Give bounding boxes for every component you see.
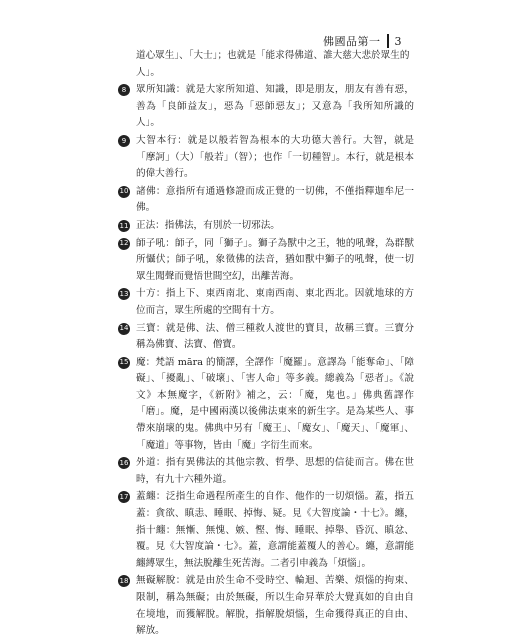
note-text: 三寶：就是佛、法、僧三種救人渡世的寶貝，故稱三寶。三寶分稱為佛寶、法寶、僧寶。 (136, 322, 414, 351)
note-number-badge: 15 (118, 357, 130, 369)
page-number: 3 (394, 34, 402, 48)
note-entry (118, 184, 414, 217)
note-text: 無礙解脫：就是由於生命不受時空、輪迴、苦樂、煩惱的拘束、限制，稱為無礙；由於無礙，所以生命昇華於大覺真如的自由自在境地，而獲解脫。解脫，指解脫煩惱，生命獲得真正的自由、解放。 (136, 575, 414, 637)
header-divider (387, 34, 389, 48)
note-text: 諸佛：意指所有通過修證而成正覺的一切佛，不僅指釋迦牟尼一佛。 (136, 185, 414, 214)
note-text: 十方：指上下、東西南北、東南西南、東北西北。因就地球的方位而言，眾生所處的空間有十方。 (136, 288, 414, 316)
note-entry (118, 455, 414, 488)
note-number-badge: 11 (118, 220, 130, 232)
note-number-badge: 14 (118, 323, 130, 335)
note-entry (118, 286, 414, 319)
note-list (118, 48, 414, 640)
note-number-badge: 18 (118, 575, 130, 587)
note-entry (118, 321, 414, 354)
chapter-title: 佛國品第一 (323, 35, 381, 48)
note-number-badge: 8 (118, 84, 130, 96)
note-entry (118, 133, 414, 183)
continued-paragraph: 道心眾生」、「大士」；也就是「能求得佛道、誰大慈大悲於眾生的人」。 (136, 50, 410, 78)
note-number-badge: 16 (118, 457, 130, 469)
note-text: 蓋纏：泛指生命過程所產生的自作、他作的一切煩惱。蓋，指五蓋：貪欲、瞋恚、睡眠、掉悔、疑。見《大智度論・十七》。纏，指十纏：無慚、無愧、嫉、慳、悔、睡眠、掉舉、昏沉、瞋忿、覆。見《大智度論・七》。蓋，意謂能蓋覆人的善心。纏，意謂能纏縛眾生，無法脫離生死苦海。二者引申義為「煩惱」。 (136, 491, 414, 569)
note-entry (118, 236, 414, 286)
note-number-badge: 17 (118, 491, 130, 503)
note-text: 外道：指有異佛法的其他宗教、哲學、思想的信徒而言。佛在世時，有九十六種外道。 (136, 457, 414, 485)
note-text: 眾所知識：就是大家所知道、知識，即是朋友，朋友有善有惡，善為「良師益友」，惡為「惡師惡友」；又意為「我所知所識的人」。 (136, 84, 414, 129)
note-entry (118, 489, 414, 572)
note-number-badge: 9 (118, 135, 130, 147)
note-text: 師子吼：師子，同「獅子」。獅子為獸中之王，牠的吼聲，為群獸所懾伏；師子吼，象徵佛的法音，猶如獸中獅子的吼聲，使一切眾生聞聲而覺悟世間空幻，出離苦海。 (136, 237, 414, 282)
note-entry (118, 82, 414, 132)
note-number-badge: 13 (118, 288, 130, 300)
note-entry (118, 218, 414, 235)
note-text: 正法：指佛法，有別於一切邪法。 (136, 219, 280, 231)
note-text: 魔：梵語 māra 的簡譯，全譯作「魔羅」。意譯為「能奪命」、「障礙」、「擾亂」、「破壞」、「害人命」等多義。總義為「惡者」。《說文》本無魔字，《新附》補之，云：「魔，鬼也。」佛典舊譯作「磨」。魔，是中國兩漢以後佛法東來的新生字。是為某些人、事帶來崩壞的鬼。佛典中另有「魔王」、「魔女」、「魔天」、「魔軍」、「魔道」等事物，皆由「魔」字衍生而來。 (136, 356, 414, 451)
note-entry (118, 573, 414, 639)
note-entry (118, 355, 414, 455)
note-number-badge: 10 (118, 186, 130, 198)
note-text: 大智本行：就是以般若智為根本的大功德大善行。大智，就是「摩訶」（大）「般若」（智）；也作「一切種智」。本行，就是根本的偉大善行。 (136, 134, 414, 180)
note-number-badge: 12 (118, 238, 130, 250)
running-header (323, 33, 402, 49)
